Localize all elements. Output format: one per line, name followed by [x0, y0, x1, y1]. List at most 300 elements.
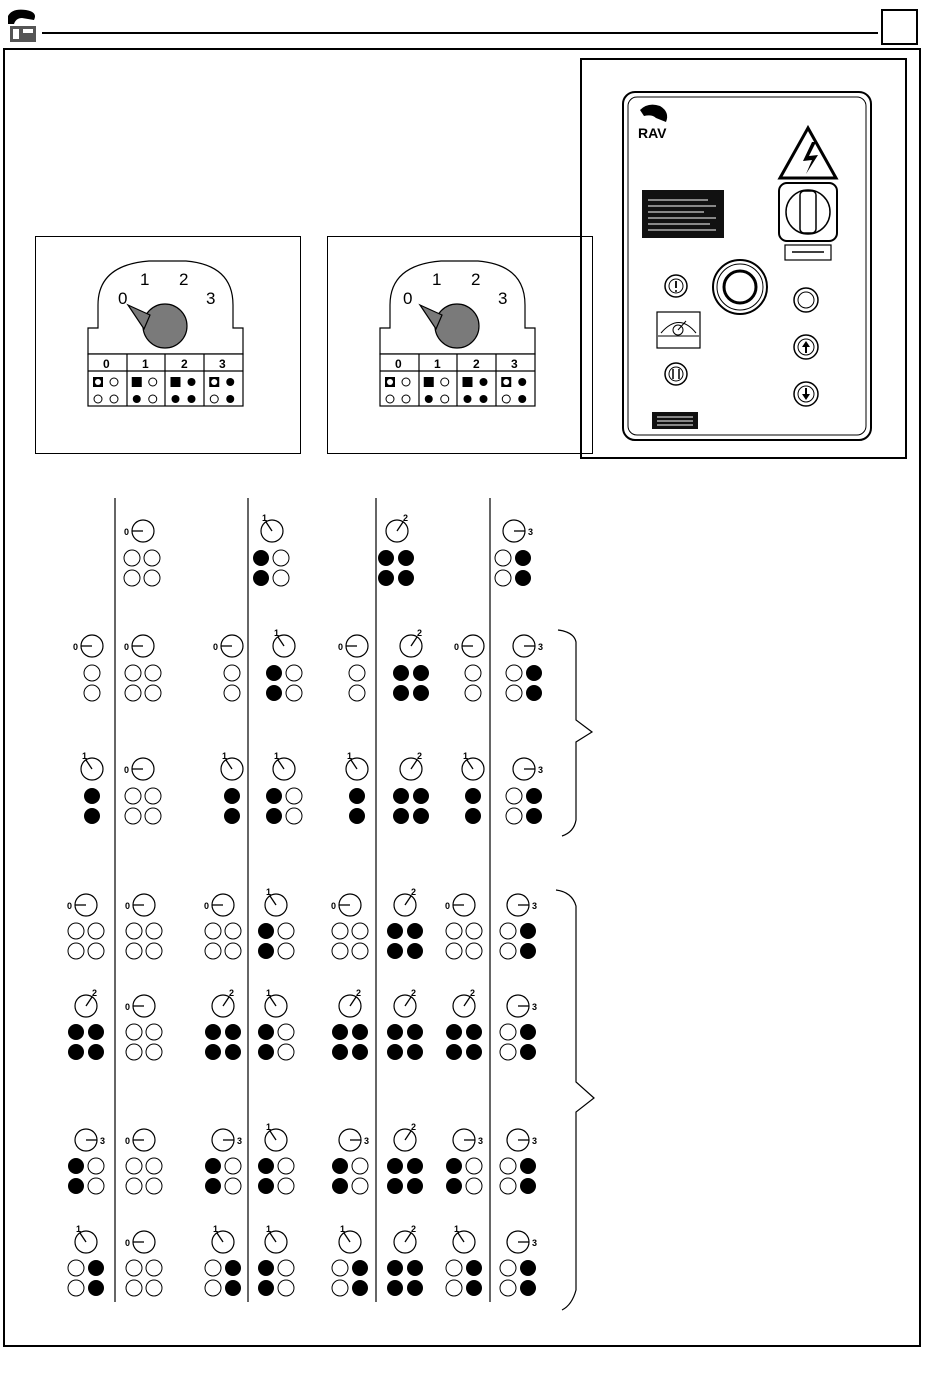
dial-position-label: 3 [538, 765, 544, 775]
indicator-off [146, 1280, 162, 1296]
indicator-off [88, 1178, 104, 1194]
state-dial-icon [400, 751, 422, 780]
group3-state [125, 1129, 162, 1194]
indicator-on [225, 1280, 241, 1296]
dial-position-label: 0 [73, 642, 79, 652]
dial-label-1: 1 [432, 270, 442, 289]
indicator-off [286, 808, 302, 824]
indicator-on [88, 1260, 104, 1276]
indicator-on [520, 1280, 536, 1296]
indicator-off [126, 943, 142, 959]
indicator-off [466, 1158, 482, 1174]
table-symbol [425, 395, 433, 403]
gauge-icon [657, 312, 700, 348]
state-dial-icon [125, 1231, 155, 1253]
group3-state [446, 1129, 483, 1194]
dial-position-label: 3 [532, 1002, 538, 1012]
dial-position-label: 0 [454, 642, 460, 652]
indicator-on [332, 1024, 348, 1040]
indicator-off [332, 943, 348, 959]
group3-state [387, 1122, 423, 1194]
table-symbol [132, 377, 142, 387]
state-col-0 [124, 520, 160, 586]
up-button[interactable] [794, 335, 818, 359]
indicator-on [520, 1260, 536, 1276]
indicator-on [407, 1260, 423, 1276]
selector-a-table [88, 354, 243, 406]
state-dial-icon [454, 635, 484, 657]
indicator-on [225, 1044, 241, 1060]
indicator-off [146, 1044, 162, 1060]
state-dial-icon [462, 751, 484, 780]
group3-state [332, 1129, 369, 1194]
indicator-off [125, 788, 141, 804]
indicator-off [126, 1260, 142, 1276]
indicator-off [332, 1260, 348, 1276]
emergency-stop-button[interactable] [713, 260, 767, 314]
indicator-off [205, 1280, 221, 1296]
indicator-on [258, 1260, 274, 1276]
indicator-on [258, 1158, 274, 1174]
indicator-off [278, 1044, 294, 1060]
indicator-off [500, 1178, 516, 1194]
table-symbol [93, 377, 103, 387]
indicator-off [506, 788, 522, 804]
state-dial-icon [507, 1129, 537, 1151]
state-dial-icon [445, 894, 475, 916]
dial-position-label: 0 [125, 1002, 131, 1012]
dial-position-label: 2 [411, 887, 417, 897]
dial-position-label: 2 [417, 751, 423, 761]
dial-position-label: 3 [364, 1136, 370, 1146]
indicator-off [126, 1280, 142, 1296]
indicator-on [387, 1280, 403, 1296]
dial-position-label: 1 [463, 751, 469, 761]
table-symbol [188, 395, 196, 403]
indicator-on [258, 1044, 274, 1060]
group2-state [346, 751, 368, 824]
indicator-off [68, 923, 84, 939]
indicator-on [466, 1260, 482, 1276]
indicator-off [332, 1280, 348, 1296]
indicator-off [278, 943, 294, 959]
selector-a-dial [88, 261, 243, 354]
indicator-off [286, 788, 302, 804]
dial-position-label: 1 [266, 988, 272, 998]
indicator-off [506, 808, 522, 824]
state-dial-icon [513, 758, 543, 780]
table-symbol [502, 395, 510, 403]
state-dial-icon [331, 894, 361, 916]
indicator-off [495, 550, 511, 566]
group3-state [446, 988, 482, 1060]
dial-label-0: 0 [403, 289, 413, 308]
indicator-off [500, 1024, 516, 1040]
control-panel-logo-text: RAV [638, 125, 667, 141]
group3-state [258, 1122, 294, 1194]
group3-state [387, 887, 423, 959]
state-dial-icon [124, 635, 154, 657]
indicator-off [125, 665, 141, 681]
indicator-off [349, 665, 365, 681]
manual-icon [665, 363, 687, 385]
dial-position-label: 2 [411, 1224, 417, 1234]
state-dial-icon [513, 635, 543, 657]
table-symbol [133, 395, 141, 403]
indicator-on [352, 1044, 368, 1060]
indicator-on [387, 1178, 403, 1194]
indicator-on [352, 1024, 368, 1040]
indicator-off [273, 550, 289, 566]
dial-position-label: 2 [92, 988, 98, 998]
indicator-on [387, 1024, 403, 1040]
table-symbol [172, 395, 180, 403]
indicator-off [84, 685, 100, 701]
group2-state [213, 635, 243, 701]
dial-position-label: 1 [222, 751, 228, 761]
indicator-off [352, 923, 368, 939]
indicator-on [352, 1260, 368, 1276]
indicator-off [500, 1280, 516, 1296]
state-dial-icon [265, 1224, 287, 1253]
indicator-on [413, 808, 429, 824]
group3-state [500, 894, 537, 959]
table-header-2: 2 [181, 357, 188, 371]
dial-position-label: 1 [266, 887, 272, 897]
state-dial-icon [265, 1122, 287, 1151]
group2-state [338, 635, 368, 701]
dial-position-label: 3 [538, 642, 544, 652]
indicator-on [352, 1280, 368, 1296]
indicator-on [413, 665, 429, 681]
group3-state [258, 1224, 294, 1296]
indicator-off [446, 943, 462, 959]
indicator-on [520, 1024, 536, 1040]
dial-position-label: 1 [274, 628, 280, 638]
indicator-on [393, 808, 409, 824]
state-dial-icon [453, 1129, 483, 1151]
dial-position-label: 1 [82, 751, 88, 761]
group2-state [124, 758, 161, 824]
dial-position-label: 2 [411, 1122, 417, 1132]
indicator-off [446, 923, 462, 939]
indicator-off [145, 808, 161, 824]
table-symbol [210, 395, 218, 403]
group2-state [454, 635, 484, 701]
indicator-off [465, 685, 481, 701]
group3-state [445, 894, 482, 959]
indicator-on [88, 1024, 104, 1040]
indicator-off [466, 1178, 482, 1194]
table-symbol [402, 378, 410, 386]
state-dial-icon [453, 988, 475, 1017]
state-dial-icon [124, 520, 154, 542]
group2-state [266, 751, 302, 824]
dial-position-label: 1 [340, 1224, 346, 1234]
dial-position-label: 1 [274, 751, 280, 761]
indicator-on [225, 1024, 241, 1040]
state-dial-icon [394, 1224, 416, 1253]
table-symbol [94, 395, 102, 403]
indicator-off [352, 943, 368, 959]
indicator-on [393, 665, 409, 681]
group3-state [125, 995, 162, 1060]
indicator-on [407, 1158, 423, 1174]
indicator-off [500, 923, 516, 939]
indicator-on [205, 1178, 221, 1194]
indicator-off [495, 570, 511, 586]
dial-position-label: 0 [125, 1238, 131, 1248]
table-symbol [226, 378, 234, 386]
down-button[interactable] [794, 382, 818, 406]
indicator-off [278, 1178, 294, 1194]
indicator-on [387, 1158, 403, 1174]
dial-position-label: 1 [76, 1224, 82, 1234]
indicator-on [349, 808, 365, 824]
indicator-on [253, 570, 269, 586]
indicator-on [88, 1280, 104, 1296]
state-dial-icon [273, 751, 295, 780]
table-header-1: 1 [434, 357, 441, 371]
indicator-off [68, 943, 84, 959]
state-dial-icon [394, 1122, 416, 1151]
power-indicator-light [794, 288, 818, 312]
indicator-on [520, 923, 536, 939]
indicator-off [286, 665, 302, 681]
state-dial-icon [221, 751, 243, 780]
table-symbol [518, 378, 526, 386]
indicator-off [145, 665, 161, 681]
group3-state [500, 1231, 537, 1296]
indicator-on [387, 923, 403, 939]
dial-position-label: 1 [262, 513, 268, 523]
state-dial-icon [265, 988, 287, 1017]
group3-state [387, 988, 423, 1060]
indicator-on [205, 1044, 221, 1060]
group2-state [393, 751, 429, 824]
indicator-on [393, 685, 409, 701]
indicator-off [225, 923, 241, 939]
table-header-1: 1 [142, 357, 149, 371]
dial-position-label: 2 [229, 988, 235, 998]
group3-state [387, 1224, 423, 1296]
state-dial-icon [394, 887, 416, 916]
state-dial-icon [507, 1231, 537, 1253]
group3-state [205, 1129, 242, 1194]
table-header-3: 3 [219, 357, 226, 371]
indicator-off [278, 923, 294, 939]
indicator-on [466, 1280, 482, 1296]
table-symbol [385, 377, 395, 387]
indicator-off [466, 943, 482, 959]
indicator-off [225, 1158, 241, 1174]
indicator-on [258, 1178, 274, 1194]
table-symbol [149, 395, 157, 403]
group2-state [506, 758, 543, 824]
indicator-off [225, 943, 241, 959]
indicator-off [68, 1260, 84, 1276]
indicator-on [407, 1280, 423, 1296]
dial-label-2: 2 [179, 270, 189, 289]
table-symbol [110, 378, 118, 386]
bracket-group-3 [556, 890, 594, 1310]
indicator-off [273, 570, 289, 586]
state-col-2 [378, 513, 414, 586]
dial-position-label: 0 [125, 901, 131, 911]
indicator-on [515, 570, 531, 586]
indicator-on [398, 550, 414, 566]
indicator-off [352, 1178, 368, 1194]
indicator-on [266, 665, 282, 681]
table-symbol [171, 377, 181, 387]
dial-label-1: 1 [140, 270, 150, 289]
dial-position-label: 0 [445, 901, 451, 911]
indicator-off [126, 1178, 142, 1194]
indicator-off [465, 665, 481, 681]
indicator-off [126, 1158, 142, 1174]
indicator-on [205, 1024, 221, 1040]
dial-position-label: 0 [213, 642, 219, 652]
indicator-on [332, 1178, 348, 1194]
group3-state [205, 988, 241, 1060]
selector-panel-a [35, 236, 301, 454]
indicator-on [266, 685, 282, 701]
indicator-on [224, 808, 240, 824]
dial-position-label: 2 [403, 513, 409, 523]
indicator-on [266, 808, 282, 824]
dial-position-label: 3 [528, 527, 534, 537]
state-dial-icon [394, 988, 416, 1017]
state-col-3 [495, 520, 533, 586]
bracket-group-2 [558, 630, 592, 836]
dial-position-label: 1 [454, 1224, 460, 1234]
dial-position-label: 0 [204, 901, 210, 911]
indicator-off [278, 1260, 294, 1276]
indicator-on [466, 1044, 482, 1060]
indicator-off [125, 685, 141, 701]
state-col-1 [253, 513, 289, 586]
indicator-on [258, 943, 274, 959]
main-switch-icon[interactable] [779, 183, 837, 260]
group3-state [68, 988, 104, 1060]
table-symbol [402, 395, 410, 403]
dial-position-label: 2 [356, 988, 362, 998]
indicator-on [520, 1178, 536, 1194]
table-symbol [188, 378, 196, 386]
state-dial-icon [507, 995, 537, 1017]
indicator-off [145, 685, 161, 701]
state-dial-icon [204, 894, 234, 916]
indicator-on [84, 808, 100, 824]
indicator-on [387, 943, 403, 959]
attention-icon [665, 275, 687, 297]
indicator-off [88, 923, 104, 939]
indicator-on [520, 1044, 536, 1060]
page-number-box [881, 9, 918, 45]
state-dial-icon [75, 1129, 105, 1151]
indicator-on [378, 570, 394, 586]
dial-position-label: 1 [347, 751, 353, 761]
group3-state [332, 988, 368, 1060]
table-symbol [518, 395, 526, 403]
group2-state [81, 751, 103, 824]
group2-state [266, 628, 302, 701]
state-dial-icon [261, 513, 283, 542]
table-symbol [386, 395, 394, 403]
indicator-on [332, 1158, 348, 1174]
indicator-on [398, 570, 414, 586]
company-logo-icon [4, 6, 42, 50]
group3-state [332, 1224, 368, 1296]
dial-position-label: 2 [417, 628, 423, 638]
table-symbol [501, 377, 511, 387]
indicator-on [446, 1158, 462, 1174]
indicator-on [520, 943, 536, 959]
group2-state [124, 635, 161, 701]
indicator-off [205, 923, 221, 939]
indicator-on [332, 1044, 348, 1060]
state-dial-icon [124, 758, 154, 780]
table-header-0: 0 [395, 357, 402, 371]
group2-state [221, 751, 243, 824]
indicator-off [224, 685, 240, 701]
dial-position-label: 3 [532, 1136, 538, 1146]
indicator-on [413, 788, 429, 804]
indicator-on [526, 685, 542, 701]
indicator-on [407, 1024, 423, 1040]
group3-state [68, 1224, 104, 1296]
dial-label-3: 3 [206, 289, 216, 308]
indicator-on [258, 923, 274, 939]
group3-state [67, 894, 104, 959]
selector-b-dial [380, 261, 535, 354]
group3-state [205, 1224, 241, 1296]
table-symbol [464, 395, 472, 403]
table-symbol [480, 395, 488, 403]
dial-position-label: 1 [266, 1224, 272, 1234]
indicator-off [126, 923, 142, 939]
table-header-2: 2 [473, 357, 480, 371]
state-dial-icon [73, 635, 103, 657]
indicator-on [407, 943, 423, 959]
dial-position-label: 0 [125, 1136, 131, 1146]
group2-state [506, 635, 543, 701]
header-rule [42, 32, 878, 34]
indicator-on [253, 550, 269, 566]
indicator-on [465, 788, 481, 804]
indicator-off [145, 788, 161, 804]
indicator-off [506, 685, 522, 701]
indicator-off [352, 1158, 368, 1174]
group3-state [258, 887, 294, 959]
state-dial-icon [212, 1129, 242, 1151]
table-symbol [226, 395, 234, 403]
indicator-on [205, 1158, 221, 1174]
indicator-off [146, 1178, 162, 1194]
indicator-off [500, 943, 516, 959]
dial-label-3: 3 [498, 289, 508, 308]
indicator-off [84, 665, 100, 681]
indicator-off [146, 1024, 162, 1040]
dial-position-label: 3 [532, 1238, 538, 1248]
indicator-on [349, 788, 365, 804]
indicator-off [278, 1158, 294, 1174]
state-dial-icon [75, 988, 97, 1017]
group2-state [73, 635, 103, 701]
indicator-off [446, 1280, 462, 1296]
state-dial-icon [339, 1129, 369, 1151]
table-symbol [149, 378, 157, 386]
